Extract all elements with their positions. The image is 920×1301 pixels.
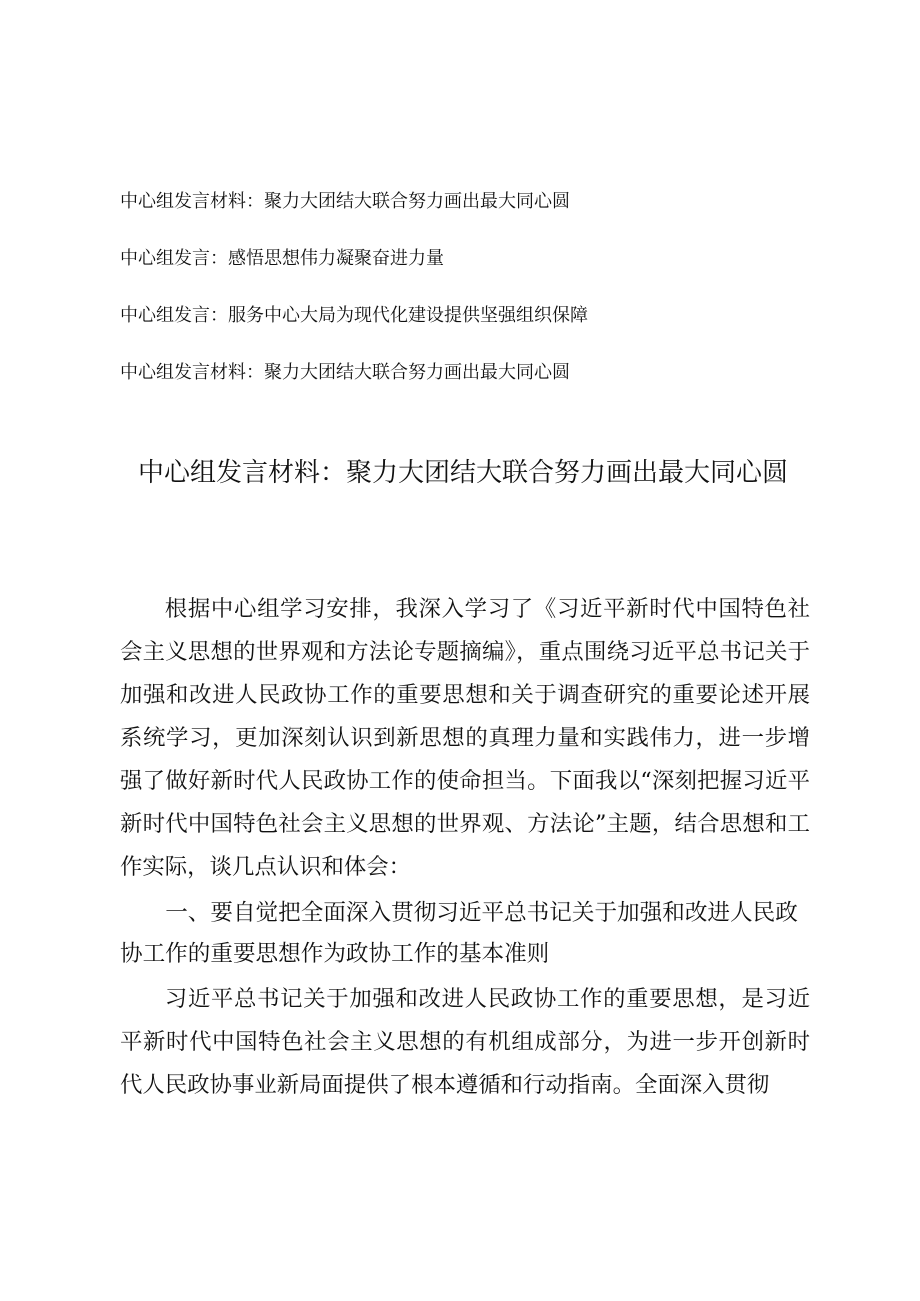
intro-paragraph: 根据中心组学习安排，我深入学习了《习近平新时代中国特色社会主义思想的世界观和方法论专题摘编》，重点围绕习近平总书记关于加强和改进人民政协工作的重要思想和关于调查研究的重要论述开展系统学习，更加深刻认识到新思想的真理力量和实践伟力，进一步增强了做好新时代人民政协工作的使命担当。下面我以“深刻把握习近平新时代中国特色社会主义思想的世界观、方法论”主题，结合思想和工作实际，谈几点认识和体会：	[120, 596, 810, 880]
table-of-contents	[120, 188, 820, 416]
toc-item: 中心组发言材料：聚力大团结大联合努力画出最大同心圆	[120, 191, 570, 212]
toc-item: 中心组发言：感悟思想伟力凝聚奋进力量	[120, 248, 444, 269]
section-paragraph: 习近平总书记关于加强和改进人民政协工作的重要思想，是习近平新时代中国特色社会主义思想的有机组成部分，为进一步开创新时代人民政协事业新局面提供了根本遵循和行动指南。全面深入贯彻	[120, 986, 810, 1098]
document-title: 中心组发言材料：聚力大团结大联合努力画出最大同心圆	[137, 458, 788, 488]
section-heading: 一、要自觉把全面深入贯彻习近平总书记关于加强和改进人民政协工作的重要思想作为政协工作的基本准则	[120, 900, 798, 967]
toc-item: 中心组发言材料：聚力大团结大联合努力画出最大同心圆	[120, 362, 570, 383]
toc-item: 中心组发言：服务中心大局为现代化建设提供坚强组织保障	[120, 305, 588, 326]
